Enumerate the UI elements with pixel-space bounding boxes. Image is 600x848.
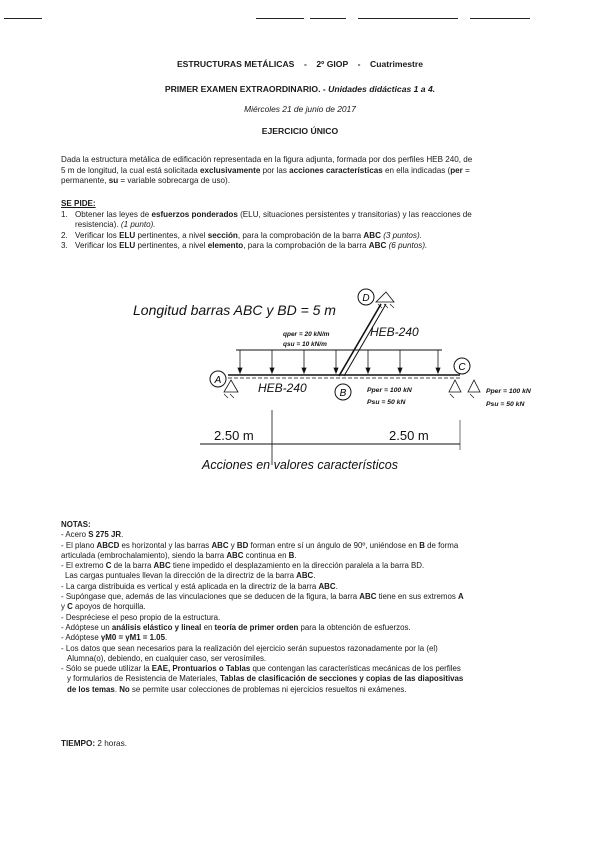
svg-text:C: C [458,362,466,373]
scan-line [470,18,530,19]
note-5-cont: y C apoyos de horquilla. [61,602,146,612]
bar-abc [228,375,460,378]
svg-text:B: B [339,388,347,399]
scan-line [4,18,42,19]
term: Cuatrimestre [370,59,424,69]
question-3: 3. Verificar los ELU pertinentes, a nivel elemento, para la comprobación de la barra ABC (6 puntos). [61,241,428,251]
pb-per-label: Pper = 100 kN [367,387,412,394]
separator: - [322,84,326,94]
note-3: - El extremo C de la barra ABC tiene impedido el desplazamiento en la dirección paralela a la barra BD. [61,561,425,571]
separator: - [357,59,361,69]
structure-figure [0,280,600,480]
note-2-cont: articulada (embrochalamiento), siendo la barra ABC continua en B. [61,550,297,560]
profile-bd-label: HEB-240 [370,325,419,339]
scan-line [256,18,304,19]
exam-time [61,739,127,748]
exercise-title: EJERCICIO ÚNICO [261,126,339,136]
scan-line [358,18,458,19]
statement-line: permanente, su = variable sobrecarga de uso). [61,176,230,186]
exam-header [0,84,600,94]
svg-text:D: D [362,293,370,304]
pb-su-label: Psu = 50 kN [367,399,406,406]
note-2: - El plano ABCD es horizontal y las barras ABC y BD forman entre sí un ángulo de 90º, uniéndose en B de forma [61,540,459,550]
statement-line: 5 m de longitud, la cual está solicitada exclusivamente por las acciones características en ella indicadas (per = [61,165,470,175]
q-per-label: qper = 20 kN/m [283,331,330,338]
note-1: - Acero S 275 JR. [61,530,124,540]
svg-text:A: A [214,375,222,386]
question-2: 2. Verificar los ELU pertinentes, a nivel sección, para la comprobación de la barra ABC (3 puntos). [61,230,422,240]
notes-heading: NOTAS: [61,520,91,529]
course-header [0,59,600,69]
bar-bd [339,304,381,376]
statement-line: Dada la estructura metálica de edificación representada en la figura adjunta, formada por dos perfiles HEB 240, de [61,155,473,164]
pc-per-label: Pper = 100 kN [486,388,531,395]
note-4: - La carga distribuida es vertical y está aplicada en la directriz de la barra ABC. [61,581,338,591]
questions-heading: SE PIDE: [61,199,96,208]
note-6: - Despréciese el peso propio de la estructura. [61,612,221,622]
question-1: 1. Obtener las leyes de esfuerzos ponderados (ELU, situaciones persistentes y transitorias) y las reacciones de resistencia). (1 punto). [61,209,472,230]
statement [61,155,581,187]
figure-caption: Acciones en valores característicos [202,458,398,472]
exam-label: PRIMER EXAMEN EXTRAORDINARIO. [164,84,321,94]
time-label: TIEMPO: [61,739,96,748]
note-8: - Adóptese γM0 = γM1 = 1.05. [61,633,168,643]
length-label: Longitud barras ABC y BD = 5 m [133,302,336,318]
dim-left: 2.50 m [214,428,254,443]
bar-bd-flange [344,304,386,376]
time-value: 2 horas. [95,739,127,748]
units-label: Unidades didácticas 1 a 4. [328,84,436,94]
exam-date: Miércoles 21 de junio de 2017 [244,104,356,114]
node-d [358,289,394,308]
node-b [335,384,351,400]
profile-abc-label: HEB-240 [258,381,307,395]
dim-right: 2.50 m [389,428,429,443]
notes [61,520,581,695]
note-3-cont: Las cargas puntuales llevan la dirección de la directriz de la barra ABC. [65,571,316,581]
course-code: 2º GIOP [316,59,349,69]
pc-su-label: Psu = 50 kN [486,401,525,408]
course-title: ESTRUCTURAS METÁLICAS [176,59,295,69]
note-5: - Supóngase que, además de las vinculaciones que se deducen de la figura, la barra ABC tiene en sus extremos A [61,592,464,602]
note-7: - Adóptese un análisis elástico y lineal en teoría de primer orden para la obtención de esfuerzos. [61,622,411,632]
scan-line [310,18,346,19]
questions [61,199,581,252]
q-su-label: qsu = 10 kN/m [283,341,327,348]
note-10: - Sólo se puede utilizar la EAE, Prontuarios o Tablas que contengan las características mecánicas de los perfiles y formularios de Resistencia de Materiales, Tablas de clasificación de secciones y copias de las diapositivas de los temas. No se permite usar colecciones de problemas ni ejercicios resueltos ni exámenes. [61,664,464,694]
separator: - [303,59,307,69]
note-9: - Los datos que sean necesarios para la realización del ejercicio serán supuestos razonadamente por la (el) Alumna(o), debiendo, en cualquier caso, ser verosímiles. [61,643,438,663]
